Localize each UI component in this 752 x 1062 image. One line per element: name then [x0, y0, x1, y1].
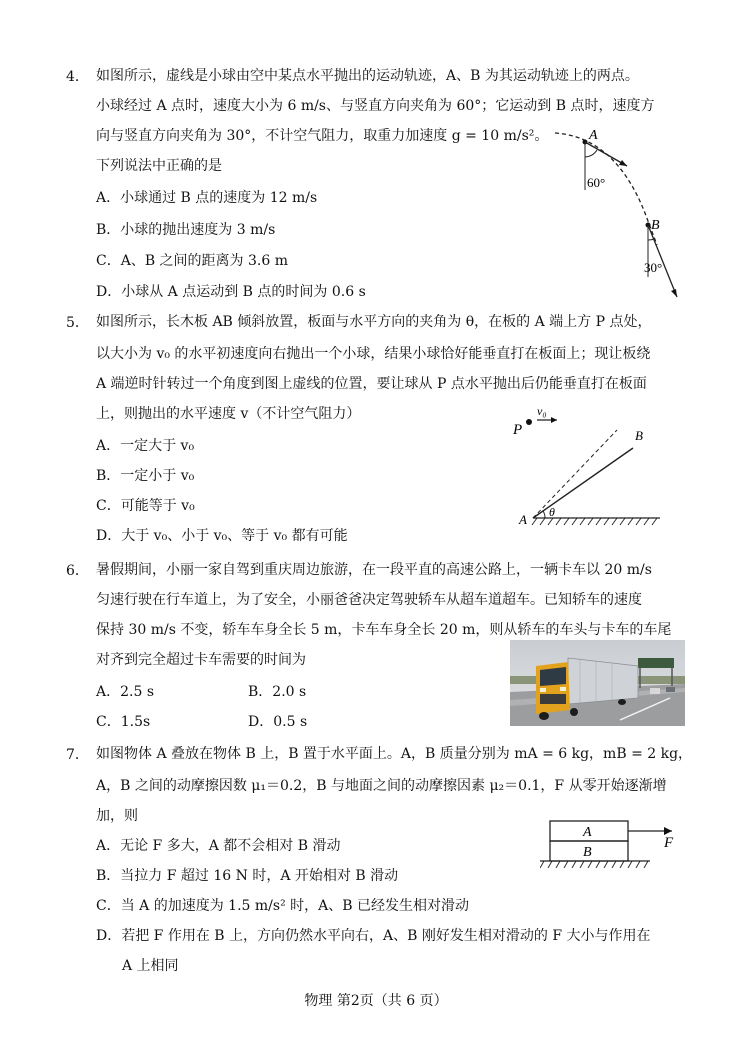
q4-number: 4．: [66, 69, 89, 85]
q7-stacked-blocks-figure: [540, 815, 685, 875]
q6-truck-photo: [510, 640, 685, 726]
q6-text-line1: 暑假期间，小丽一家自驾到重庆周边旅游，在一段平直的高速公路上，一辆卡车以 20 m/s: [96, 562, 652, 578]
q7-text-line1: 如图物体 A 叠放在物体 B 上，B 置于水平面上。A，B 质量分别为 mA = 6 kg，mB = 2 kg，: [96, 746, 693, 762]
q5-option-c: C．可能等于 v₀: [96, 498, 195, 514]
q5-text-line3: A 端逆时针转过一个角度到图上虚线的位置，要让球从 P 点水平抛出后仍能垂直打在板面: [96, 376, 647, 392]
q6-text-line4: 对齐到完全超过卡车需要的时间为: [96, 652, 306, 668]
q7-text-line2: A，B 之间的动摩擦因数 μ₁＝0.2，B 与地面之间的动摩擦因素 μ₂＝0.1，F 从零开始逐渐增: [96, 778, 667, 794]
q7-option-d-line2: A 上相同: [122, 958, 179, 974]
q5-text-line4: 上，则抛出的水平速度 v（不计空气阻力）: [96, 406, 361, 422]
q4-trajectory-figure: [545, 125, 695, 305]
q4-fig-label-b: B: [651, 218, 660, 233]
q4-text-line1: 如图所示，虚线是小球由空中某点水平抛出的运动轨迹，A、B 为其运动轨迹上的两点。: [96, 68, 639, 84]
q5-fig-label-v0: v₀: [537, 404, 547, 418]
q4-fig-angle-30: 30°: [644, 260, 663, 275]
q7-fig-label-a: A: [583, 825, 592, 840]
q5-fig-label-p: P: [513, 422, 523, 438]
q4-option-b: B．小球的抛出速度为 3 m/s: [96, 222, 276, 238]
q6-option-a: A．2.5 s: [96, 684, 155, 700]
q7-fig-label-b: B: [583, 845, 592, 860]
q7-option-c: C．当 A 的加速度为 1.5 m/s² 时，A、B 已经发生相对滑动: [96, 898, 469, 914]
q7-option-a: A．无论 F 多大，A 都不会相对 B 滑动: [96, 838, 341, 854]
q6-option-c: C．1.5s: [96, 714, 151, 730]
q5-fig-label-a: A: [519, 512, 527, 527]
q4-text-line4: 下列说法中正确的是: [96, 158, 222, 174]
q6-text-line2: 匀速行驶在行车道上，为了安全，小丽爸爸决定驾驶轿车从超车道超车。已知轿车的速度: [96, 592, 642, 608]
q4-option-c: C．A、B 之间的距离为 3.6 m: [96, 253, 289, 269]
q7-option-b: B．当拉力 F 超过 16 N 时，A 开始相对 B 滑动: [96, 868, 399, 884]
q5-text-line1: 如图所示，长木板 AB 倾斜放置，板面与水平方向的夹角为 θ，在板的 A 端上方 P 点处，: [96, 314, 652, 330]
q7-option-d-line1: D．若把 F 作用在 B 上，方向仍然水平向右，A、B 刚好发生相对滑动的 F 大小与作用在: [96, 928, 651, 944]
q4-text-line3: 向与竖直方向夹角为 30°，不计空气阻力，取重力加速度 g = 10 m/s²。: [96, 128, 549, 144]
q6-number: 6．: [66, 563, 89, 579]
q4-option-a: A．小球通过 B 点的速度为 12 m/s: [96, 190, 318, 206]
q5-text-line2: 以大小为 v₀ 的水平初速度向右抛出一个小球，结果小球恰好能垂直打在板面上；现让板绕: [96, 346, 651, 362]
q6-option-b: B．2.0 s: [248, 684, 307, 700]
q7-text-line3: 加，则: [96, 808, 138, 824]
q7-fig-label-f: F: [664, 835, 674, 851]
q6-text-line3: 保持 30 m/s 不变，轿车车身全长 5 m，卡车车身全长 20 m，则从轿车的车头与卡车的车尾: [96, 622, 672, 638]
q5-number: 5．: [66, 315, 89, 331]
q5-fig-label-theta: θ: [549, 505, 555, 519]
q7-number: 7．: [66, 747, 89, 763]
q4-text-line2: 小球经过 A 点时，速度大小为 6 m/s、与竖直方向夹角为 60°；它运动到 B 点时，速度方: [96, 98, 655, 114]
q4-fig-angle-60: 60°: [587, 175, 606, 190]
page-footer: 物理 第2页（共 6 页）: [304, 993, 448, 1009]
q5-fig-label-b: B: [635, 428, 643, 443]
q5-inclined-board-figure: [505, 400, 665, 535]
q4-fig-label-a: A: [589, 128, 598, 143]
q5-option-b: B．一定小于 v₀: [96, 468, 195, 484]
q6-option-d: D．0.5 s: [248, 714, 308, 730]
q5-option-a: A．一定大于 v₀: [96, 438, 195, 454]
q4-option-d: D．小球从 A 点运动到 B 点的时间为 0.6 s: [96, 284, 366, 300]
q5-option-d: D．大于 v₀、小于 v₀、等于 v₀ 都有可能: [96, 528, 348, 544]
